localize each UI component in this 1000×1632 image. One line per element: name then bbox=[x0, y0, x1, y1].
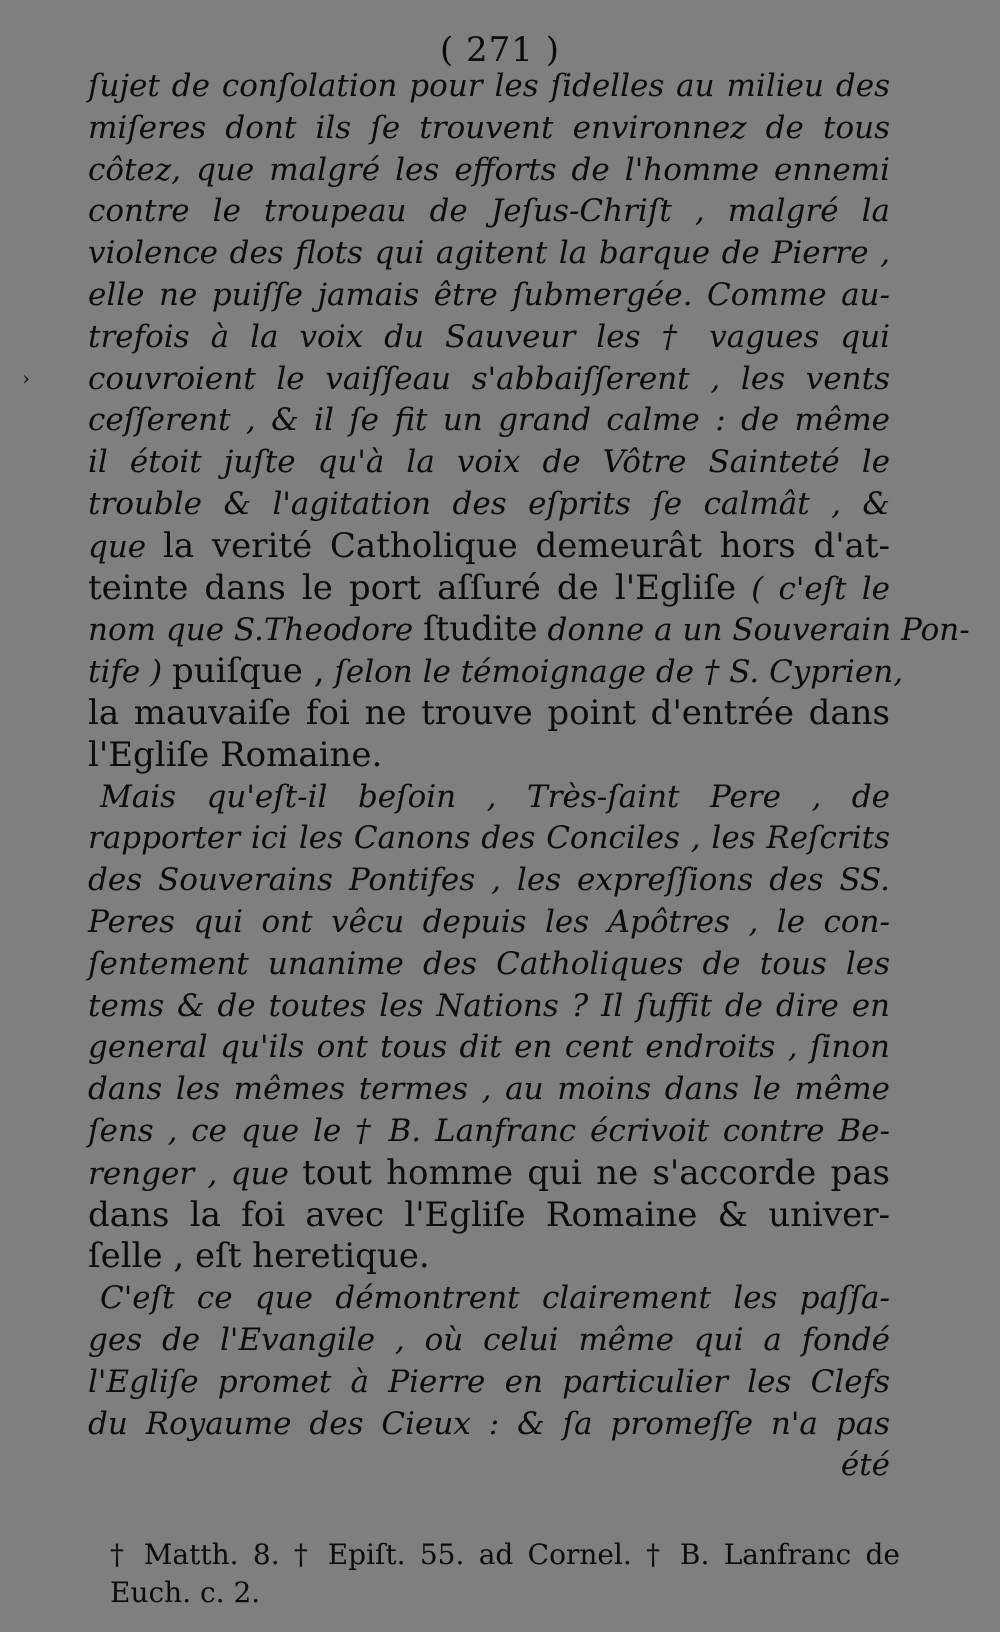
text-line: l'Egliſe promet à Pierre en particulier les Clefs bbox=[88, 1363, 890, 1400]
italic-span: que bbox=[88, 528, 147, 565]
main-text bbox=[88, 66, 970, 1487]
text-line: ſentement unanime des Catholiques de tous les bbox=[88, 945, 890, 982]
text-line: ceſſerent , & il ſe fit un grand calme : de même bbox=[88, 402, 890, 439]
text-line: contre le troupeau de Jeſus-Chriſt , malgré la bbox=[88, 193, 890, 230]
italic-span: tife ) bbox=[88, 654, 163, 691]
margin-mark: › bbox=[22, 366, 30, 390]
text-line: il étoit juſte qu'à la voix de Vôtre Sainteté le bbox=[88, 444, 890, 481]
text-line: C'eſt ce que démontrent clairement les paſſa- bbox=[100, 1280, 890, 1317]
text-line: ſens , ce que le † B. Lanfranc écrivoit contre Be- bbox=[88, 1112, 890, 1149]
text-line bbox=[88, 568, 890, 610]
text-line: l'Egliſe Romaine. bbox=[88, 734, 383, 775]
italic-span: ( c'eſt le bbox=[751, 570, 890, 607]
text-line: dans la foi avec l'Egliſe Romaine & univer- bbox=[88, 1194, 890, 1235]
italic-span: ſelon le témoignage de † S. Cyprien, bbox=[334, 654, 904, 691]
text-line bbox=[88, 609, 970, 651]
text-line: tems & de toutes les Nations ? Il ſuffit de dire en bbox=[88, 987, 890, 1024]
text-line: du Royaume des Cieux : & ſa promeſſe n'a pas bbox=[88, 1405, 890, 1442]
text-line: trouble & l'agitation des eſprits ſe calmât , & bbox=[88, 485, 890, 522]
text-line bbox=[88, 1153, 890, 1195]
footnote-line: † Matth. 8. † Epiſt. 55. ad Cornel. † B. Lanfranc de bbox=[110, 1538, 900, 1571]
roman-span: ſtudite bbox=[423, 609, 538, 650]
text-line: miſeres dont ils ſe trouvent environnez de tous bbox=[88, 109, 890, 146]
text-line: ges de l'Evangile , où celui même qui a fondé bbox=[88, 1321, 890, 1358]
text-line: dans les mêmes termes , au moins dans le même bbox=[88, 1071, 890, 1108]
text-line: côtez, que malgré les efforts de l'homme ennemi bbox=[88, 151, 890, 188]
text-line: ſelle , eſt heretique. bbox=[88, 1236, 430, 1277]
text-line bbox=[88, 651, 904, 693]
text-line: elle ne puiſſe jamais être ſubmergée. Comme au- bbox=[88, 276, 890, 313]
text-line: ſujet de conſolation pour les ſidelles au milieu des bbox=[88, 68, 890, 104]
italic-span: nom que S.Theodore bbox=[88, 612, 414, 649]
text-line: des Souverains Pontifes , les expreſſions des SS. bbox=[88, 862, 890, 899]
roman-span: tout homme qui ne s'accorde pas bbox=[302, 1152, 890, 1193]
text-line: trefois à la voix du Sauveur les † vagues qui bbox=[88, 318, 890, 355]
text-line: la mauvaiſe foi ne trouve point d'entrée dans bbox=[88, 692, 890, 733]
catchword: été bbox=[840, 1447, 890, 1484]
roman-span: teinte dans le port aſſuré de l'Egliſe bbox=[88, 567, 737, 608]
text-line: couvroient le vaiſſeau s'abbaiſſerent , les vents bbox=[88, 360, 890, 397]
footnotes bbox=[110, 1536, 900, 1612]
roman-span: puiſque , bbox=[172, 651, 325, 692]
italic-span: donne a un Souverain Pon- bbox=[547, 612, 970, 649]
text-line: general qu'ils ont tous dit en cent endroits , ſinon bbox=[88, 1029, 890, 1066]
text-line: Mais qu'eſt-il beſoin , Très-ſaint Pere , de bbox=[100, 778, 890, 815]
text-line bbox=[88, 526, 890, 568]
text-line: violence des flots qui agitent la barque de Pierre , bbox=[88, 235, 890, 272]
footnote-line: Euch. c. 2. bbox=[110, 1576, 261, 1609]
text-line: rapporter ici les Canons des Conciles , les Reſcrits bbox=[88, 820, 890, 857]
text-line: Peres qui ont vêcu depuis les Apôtres , le con- bbox=[88, 903, 890, 940]
roman-span: la verité Catholique demeurât hors d'at- bbox=[162, 525, 891, 566]
italic-span: renger , que bbox=[88, 1155, 289, 1192]
page-number: ( 271 ) bbox=[439, 30, 561, 70]
